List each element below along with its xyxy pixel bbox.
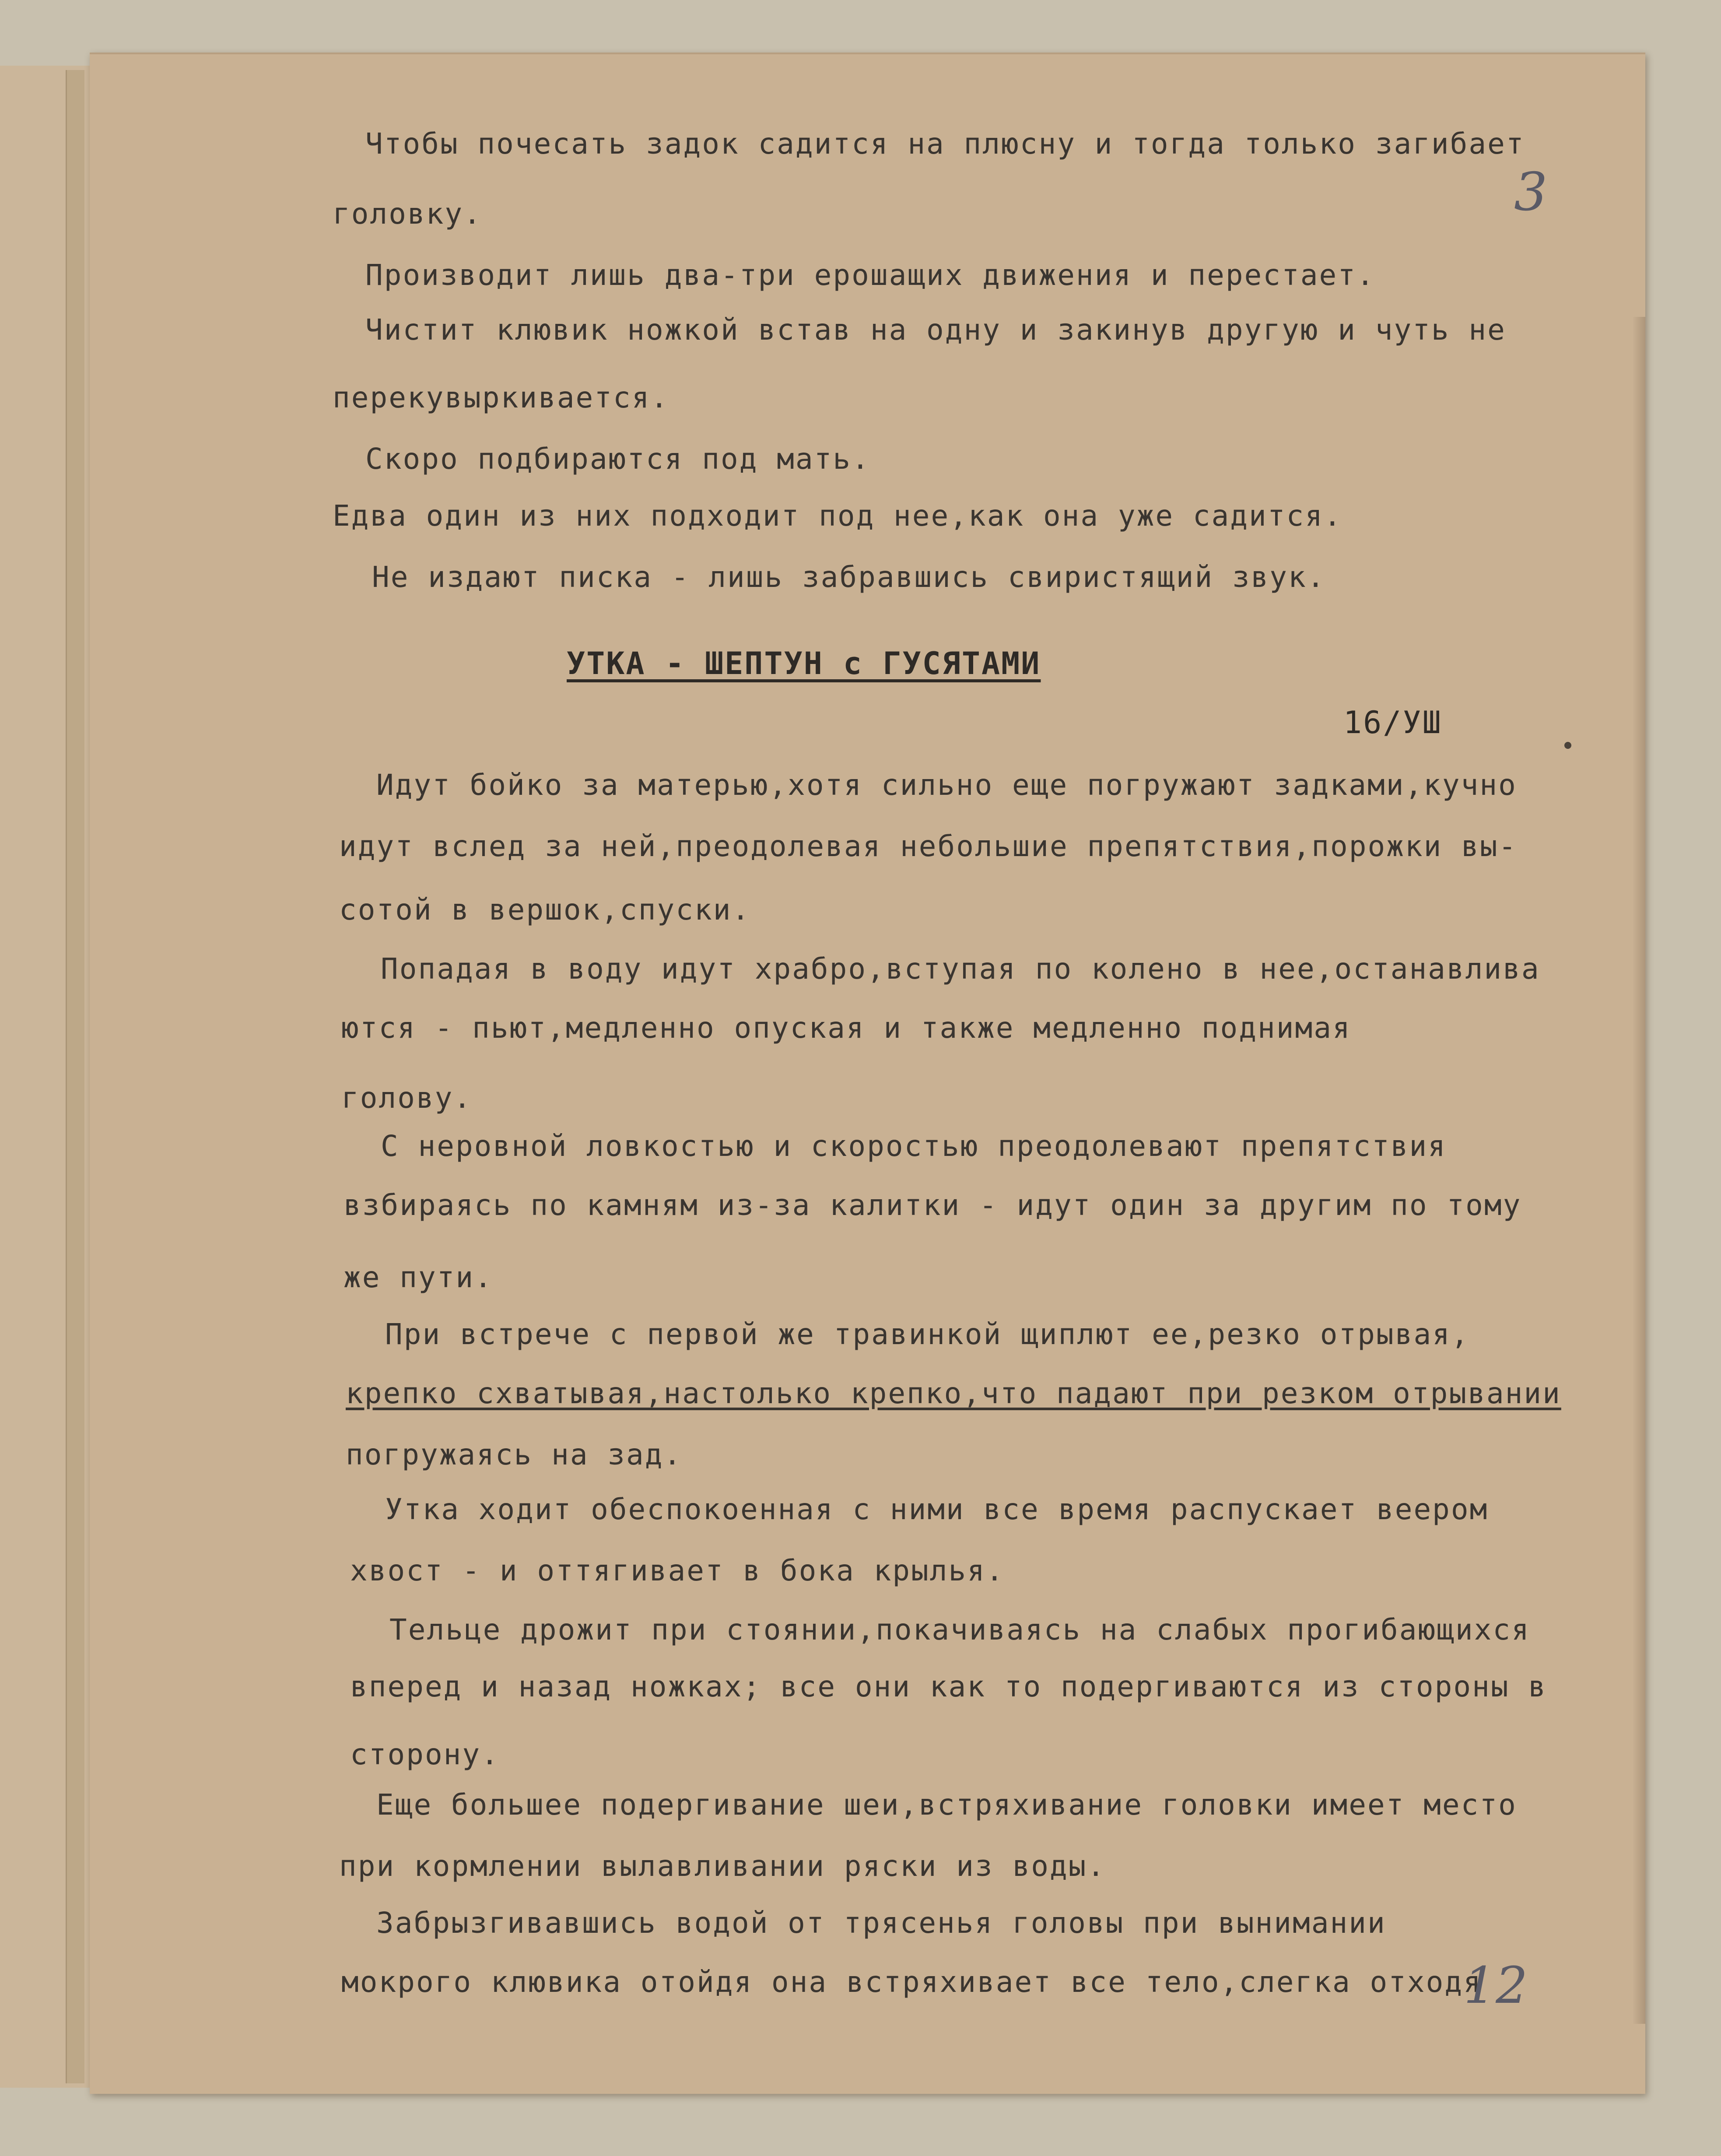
text-line: Утка ходит обеспокоенная с ними все время распускает веером <box>385 1492 1489 1526</box>
text-line: Забрызгивавшись водой от трясенья головы при вынимании <box>376 1906 1386 1940</box>
text-line: сотой в вершок,спуски. <box>339 893 751 927</box>
text-line: вперед и назад ножках; все они как то подергиваются из стороны в <box>350 1670 1547 1703</box>
text-line: сторону. <box>350 1738 500 1771</box>
entry-date: 16/УШ <box>1343 705 1442 741</box>
binding-strip <box>66 70 84 2083</box>
text-line: головку. <box>333 197 482 231</box>
text-line: Чтобы почесать задок садится на плюсну и тогда только загибает <box>365 127 1525 161</box>
text-line: ются - пьют,медленно опуская и также медленно поднимая <box>341 1011 1351 1045</box>
text-line: при кормлении вылавливании ряски из воды. <box>339 1849 1106 1883</box>
text-line: С неровной ловкостью и скоростью преодолевают препятствия <box>381 1129 1447 1163</box>
text-line: Тельце дрожит при стоянии,покачиваясь на слабых прогибающихся <box>389 1613 1530 1647</box>
text-line: Производит лишь два-три ерошащих движения и перестает. <box>365 258 1375 292</box>
handwritten-folio-number: 12 <box>1464 1956 1528 2015</box>
text-line: погружаясь на зад. <box>346 1438 683 1471</box>
text-line: хвост - и оттягивает в бока крылья. <box>350 1554 1005 1587</box>
text-line: Еще большее подергивание шеи,встряхивание головки имеет место <box>376 1788 1517 1822</box>
text-line: взбираясь по камням из-за калитки - идут один за другим по тому <box>343 1188 1522 1222</box>
text-line: перекувыркивается. <box>333 381 669 414</box>
text-line: крепко схватывая,настолько крепко,что падают при резком отрывании <box>346 1376 1561 1410</box>
text-line: Едва один из них подходит под нее,как она уже садится. <box>333 499 1342 533</box>
text-line: Скоро подбираются под мать. <box>365 442 870 476</box>
ink-dot <box>1564 742 1571 749</box>
section-heading: УТКА - ШЕПТУН с ГУСЯТАМИ <box>567 646 1041 681</box>
text-line: идут вслед за ней,преодолевая небольшие препятствия,порожки вы- <box>339 829 1518 863</box>
text-line: же пути. <box>343 1261 493 1294</box>
text-line: Не издают писка - лишь забравшись свиристящий звук. <box>372 560 1326 594</box>
text-line: мокрого клювика отойдя она встряхивает все тело,слегка отходя <box>341 1965 1482 1999</box>
text-line: Попадая в воду идут храбро,вступая по колено в нее,останавлива <box>381 952 1540 986</box>
text-line: голову. <box>341 1081 473 1115</box>
text-line: Чистит клювик ножкой встав на одну и закинув другую и чуть не <box>365 313 1506 347</box>
text-line: При встрече с первой же травинкой щиплют ее,резко отрывая, <box>385 1317 1470 1351</box>
text-line: Идут бойко за матерью,хотя сильно еще погружают задками,кучно <box>376 768 1517 802</box>
handwritten-page-number: 3 <box>1514 162 1548 223</box>
